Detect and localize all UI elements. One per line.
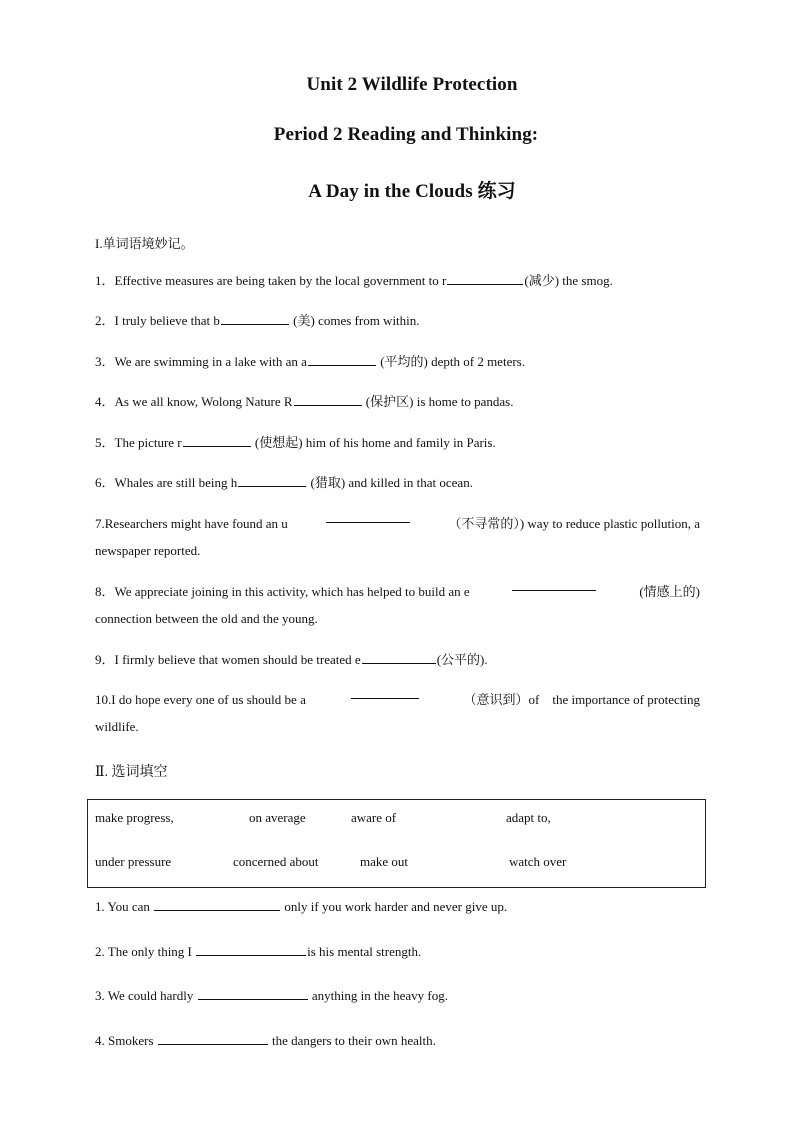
answer-blank[interactable] (447, 272, 523, 285)
item-text-post: anything in the heavy fog. (308, 988, 448, 1003)
word-bank-item: aware of (351, 810, 397, 825)
item-text-pre: 7.Researchers might have found an u (95, 516, 288, 531)
unit-title: Unit 2 Wildlife Protection (306, 74, 518, 95)
item-text-pre: 1. You can (95, 899, 154, 914)
item-text-post: the dangers to their own health. (268, 1033, 436, 1048)
answer-blank[interactable] (183, 434, 251, 447)
item-text-post: (猎取) and killed in that ocean. (307, 475, 473, 490)
answer-blank[interactable] (326, 510, 410, 523)
fill-in-item (95, 898, 507, 915)
item-text-post: (公平的). (436, 652, 488, 667)
item-text-post: only if you work harder and never give up. (281, 899, 508, 914)
item-text-post: (保护区) is home to pandas. (362, 394, 514, 409)
item-text-pre: 4．As we all know, Wolong Nature R (95, 394, 293, 409)
item-text-pre: 2．I truly believe that b (95, 313, 220, 328)
item-text-post: （不寻常的）) way to reduce plastic pollution, a (448, 516, 700, 531)
item-text-pre: 3. We could hardly (95, 988, 197, 1003)
exercise-item (95, 307, 700, 334)
answer-blank[interactable] (362, 651, 436, 664)
item-text-pre: 6．Whales are still being h (95, 475, 238, 490)
lesson-title: A Day in the Clouds 练习 (308, 181, 516, 202)
item-text-continued: connection between the old and the young. (95, 611, 318, 626)
item-text-pre: 4. Smokers (95, 1033, 157, 1048)
item-text-pre: 10.I do hope every one of us should be a (95, 692, 306, 707)
answer-blank[interactable] (221, 312, 289, 325)
exercise-item (95, 348, 700, 375)
exercise-item (95, 469, 700, 496)
answer-blank[interactable] (198, 987, 308, 1000)
answer-blank[interactable] (294, 393, 362, 406)
answer-blank[interactable] (154, 898, 280, 911)
answer-blank[interactable] (308, 353, 376, 366)
exercise-item (95, 686, 700, 740)
answer-blank[interactable] (512, 578, 596, 591)
item-text-pre: 1．Effective measures are being taken by the local government to r (95, 273, 447, 288)
answer-blank[interactable] (351, 686, 419, 699)
fill-in-item (95, 943, 421, 960)
word-bank-item: make progress, (95, 810, 174, 825)
answer-blank[interactable] (196, 943, 306, 956)
item-text-pre: 3．We are swimming in a lake with an a (95, 354, 307, 369)
item-text-pre: 2. The only thing I (95, 944, 196, 959)
exercise-item (95, 267, 700, 294)
item-text-post: (美) comes from within. (289, 313, 420, 328)
exercise-item (95, 578, 700, 632)
item-text-continued: newspaper reported. (95, 543, 201, 558)
item-text-pre: 5．The picture r (95, 435, 182, 450)
exercise-item (95, 646, 700, 673)
item-text-post: (减少) the smog. (524, 273, 613, 288)
exercise-item (95, 429, 700, 456)
section1-heading: I.单词语境妙记。 (95, 236, 194, 251)
fill-in-item (95, 987, 448, 1004)
item-text-pre: 9．I firmly believe that women should be treated e (95, 652, 361, 667)
word-bank-item: adapt to, (506, 810, 551, 825)
period-title: Period 2 Reading and Thinking: (273, 124, 539, 145)
item-text-post: is his mental strength. (307, 944, 422, 959)
word-bank-item: make out (360, 854, 409, 869)
item-text-post: (使想起) him of his home and family in Paris. (251, 435, 496, 450)
item-text-continued: wildlife. (95, 719, 139, 734)
answer-blank[interactable] (238, 474, 306, 487)
word-bank-item: on average (249, 810, 306, 825)
item-text-post: （意识到）of the importance of protecting (463, 692, 700, 707)
item-text-pre: 8．We appreciate joining in this activity, which has helped to build an e (95, 584, 470, 599)
word-bank-box (87, 799, 706, 888)
word-bank-item: watch over (509, 854, 567, 869)
word-bank-item: concerned about (233, 854, 319, 869)
fill-in-item (95, 1032, 436, 1049)
exercise-item (95, 510, 700, 564)
exercise-item (95, 388, 700, 415)
answer-blank[interactable] (158, 1032, 268, 1045)
section2-heading: Ⅱ. 选词填空 (95, 765, 168, 780)
word-bank-item: under pressure (95, 854, 172, 869)
item-text-post: (平均的) depth of 2 meters. (376, 354, 525, 369)
item-text-post: (情感上的) (639, 584, 700, 599)
